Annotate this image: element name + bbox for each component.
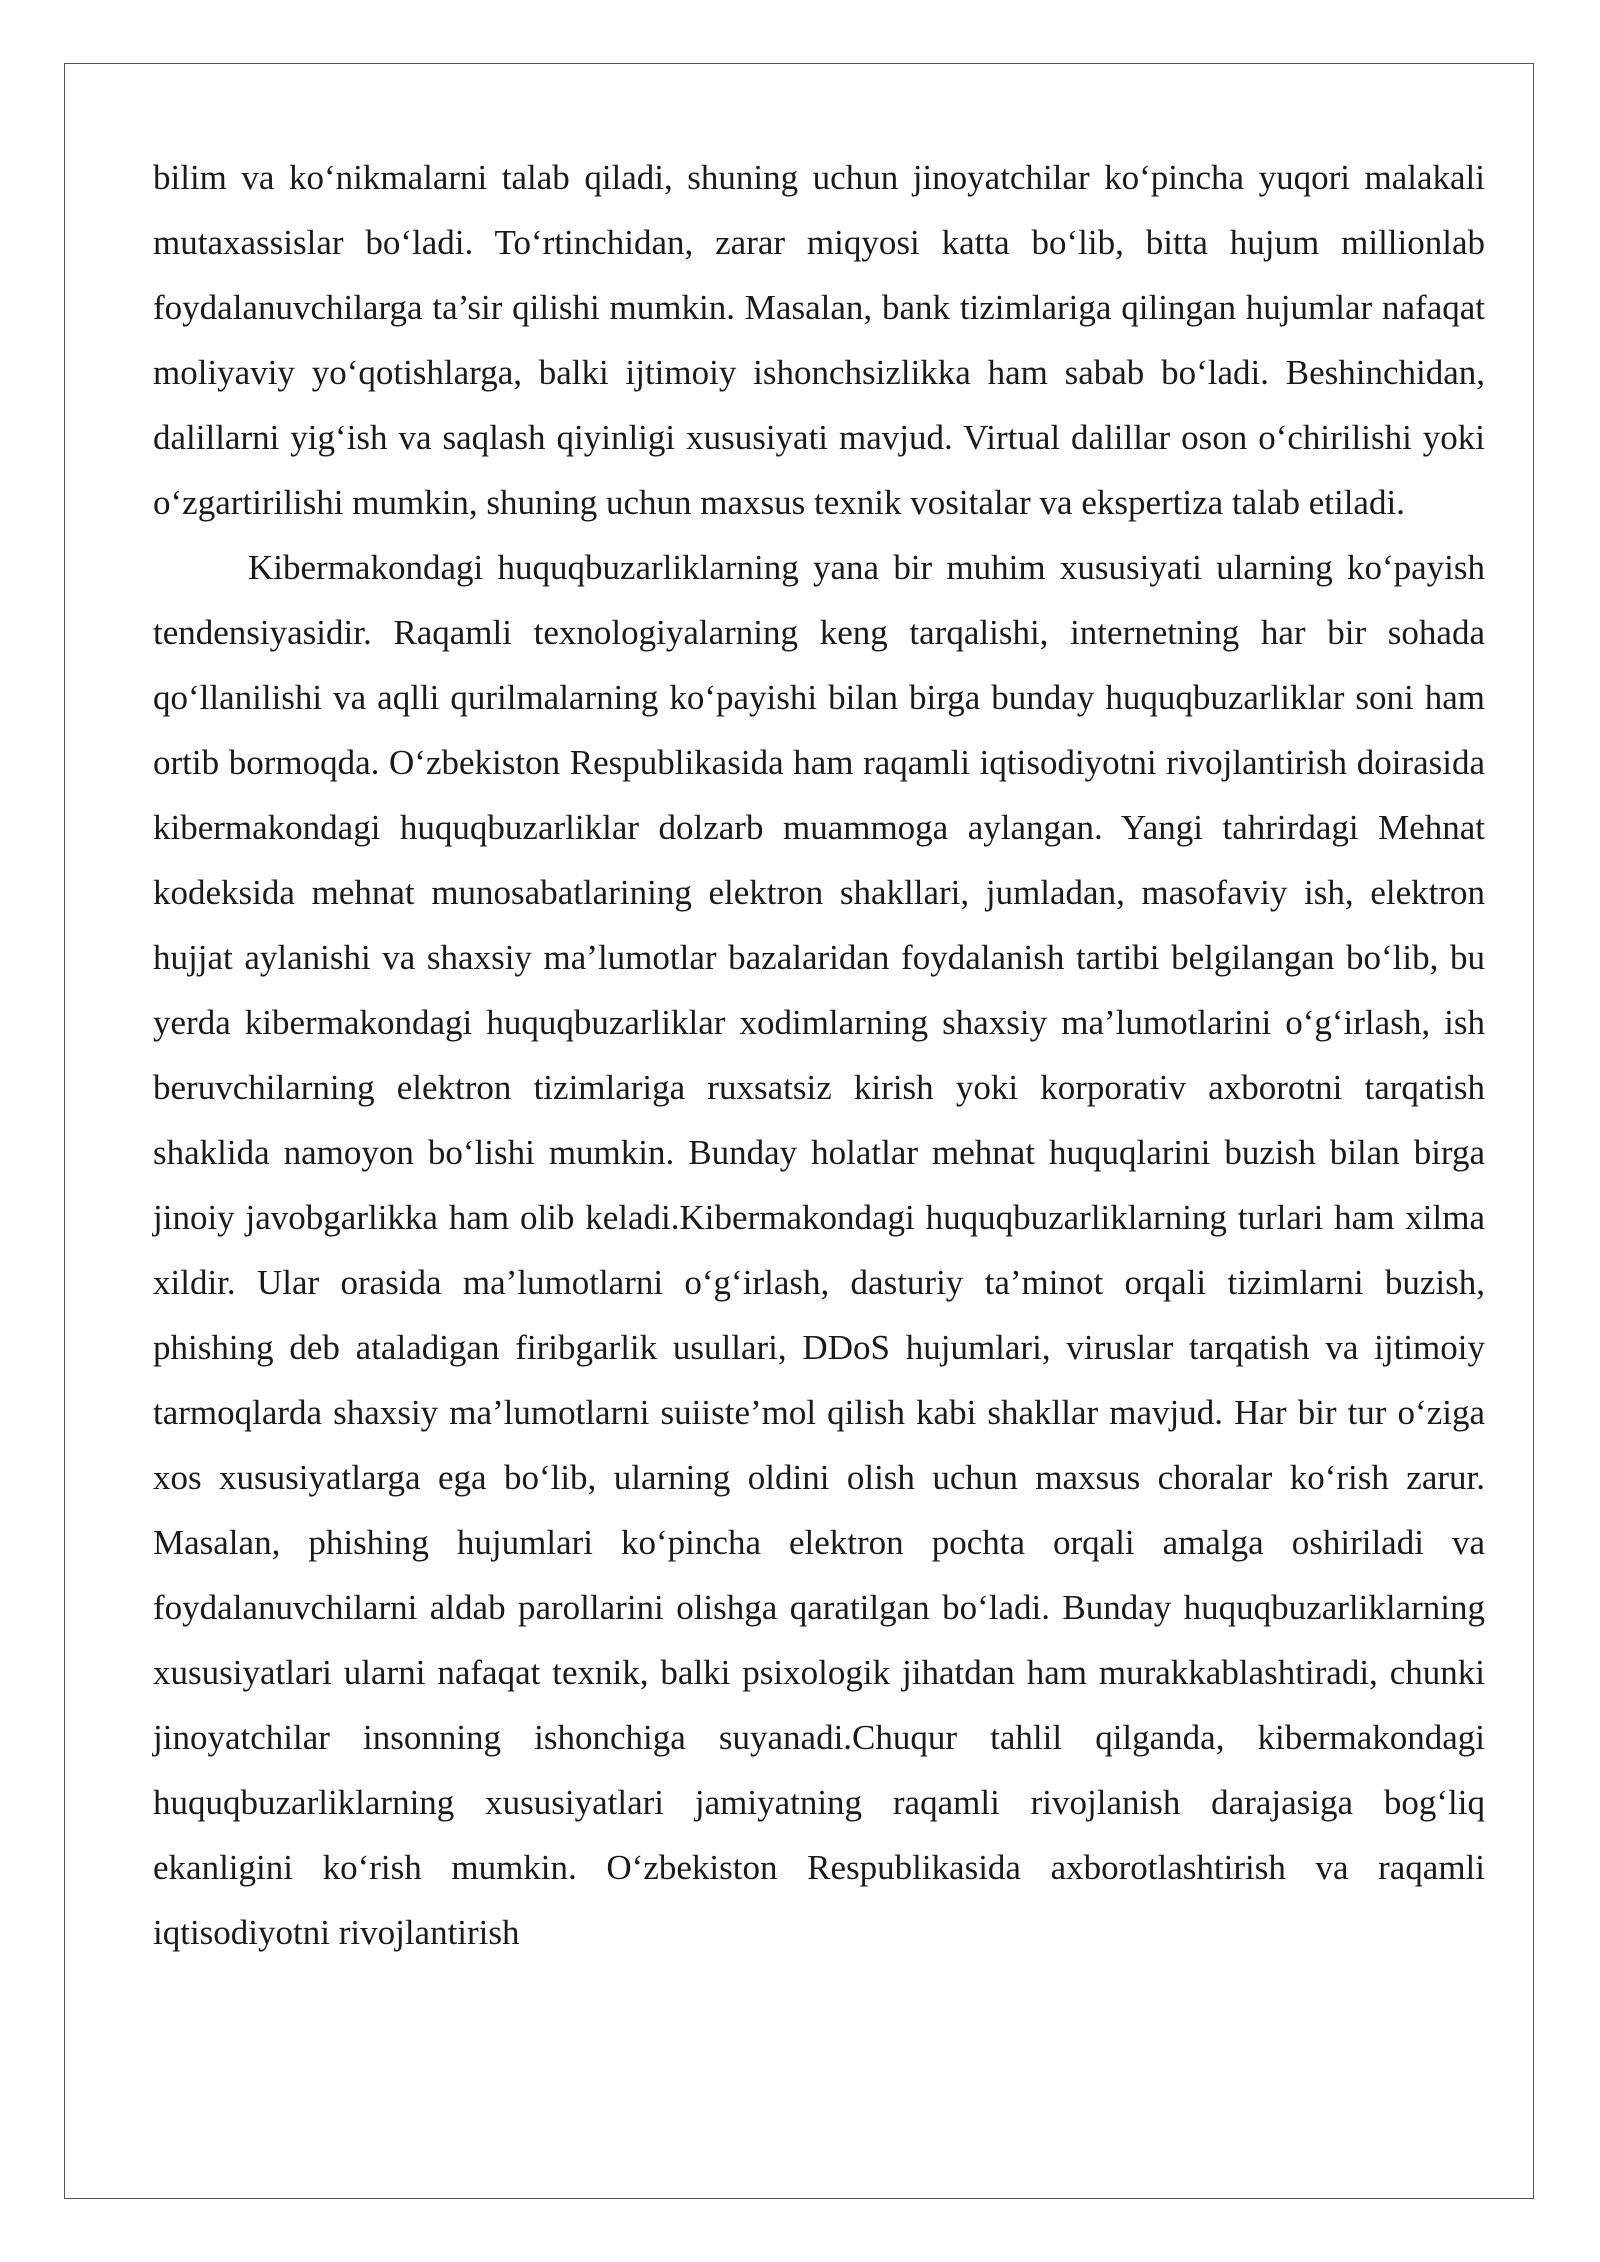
paragraph-1: bilim va ko‘nikmalarni talab qiladi, shuning uchun jinoyatchilar ko‘pincha yuqori malakali mutaxassislar bo‘ladi. To‘rtinchidan, zarar miqyosi katta bo‘lib, bitta hujum millionlab foydalanuvchilarga ta’sir qilishi mumkin. Masalan, bank tizimlariga qilingan hujumlar nafaqat moliyaviy yo‘qotishlarga, balki ijtimoiy ishonchsizlikka ham sabab bo‘ladi. Beshinchidan, dalillarni yig‘ish va saqlash qiyinligi xususiyati mavjud. Virtual dalillar oson o‘chirilishi yoki o‘zgartirilishi mumkin, shuning uchun maxsus texnik vositalar va ekspertiza talab etiladi. <box>153 158 1485 522</box>
paragraph-2: Kibermakondagi huquqbuzarliklarning yana bir muhim xususiyati ularning ko‘payish tendensiyasidir. Raqamli texnologiyalarning keng tarqalishi, internetning har bir sohada qo‘llanilishi va aqlli qurilmalarning ko‘payishi bilan birga bunday huquqbuzarliklar soni ham ortib bormoqda. O‘zbekiston Respublikasida ham raqamli iqtisodiyotni rivojlantirish doirasida kibermakondagi huquqbuzarliklar dolzarb muammoga aylangan. Yangi tahrirdagi Mehnat kodeksida mehnat munosabatlarining elektron shakllari, jumladan, masofaviy ish, elektron hujjat aylanishi va shaxsiy ma’lumotlar bazalaridan foydalanish tartibi belgilangan bo‘lib, bu yerda kibermakondagi huquqbuzarliklar xodimlarning shaxsiy ma’lumotlarini o‘g‘irlash, ish beruvchilarning elektron tizimlariga ruxsatsiz kirish yoki korporativ axborotni tarqatish shaklida namoyon bo‘lishi mumkin. Bunday holatlar mehnat huquqlarini buzish bilan birga jinoiy javobgarlikka ham olib keladi.Kibermakondagi huquqbuzarliklarning turlari ham xilma xildir. Ular orasida ma’lumotlarni o‘g‘irlash, dasturiy ta’minot orqali tizimlarni buzish, phishing deb ataladigan firibgarlik usullari, DDoS hujumlari, viruslar tarqatish va ijtimoiy tarmoqlarda shaxsiy ma’lumotlarni suiiste’mol qilish kabi shakllar mavjud. Har bir tur o‘ziga xos xususiyatlarga ega bo‘lib, ularning oldini olish uchun maxsus choralar ko‘rish zarur. Masalan, phishing hujumlari ko‘pincha elektron pochta orqali amalga oshiriladi va foydalanuvchilarni aldab parollarini olishga qaratilgan bo‘ladi. Bunday huquqbuzarliklarning xususiyatlari ularni nafaqat texnik, balki psixologik jihatdan ham murakkablashtiradi, chunki jinoyatchilar insonning ishonchiga suyanadi.Chuqur tahlil qilganda, kibermakondagi huquqbuzarliklarning xususiyatlari jamiyatning raqamli rivojlanish darajasiga bog‘liq ekanligini ko‘rish mumkin. O‘zbekiston Respublikasida axborotlashtirish va raqamli iqtisodiyotni rivojlantirish <box>153 548 1485 1952</box>
document-body <box>153 145 1485 1965</box>
